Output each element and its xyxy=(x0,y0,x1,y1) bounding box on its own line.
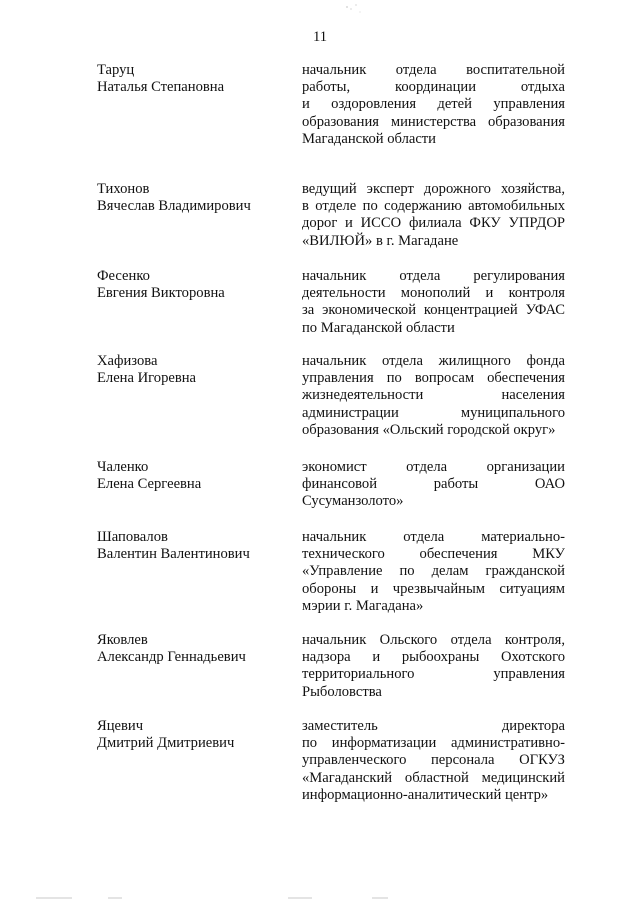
given-names: Дмитрий Дмитриевич xyxy=(97,735,235,752)
given-names: Наталья Степановна xyxy=(97,79,225,96)
surname: Чаленко xyxy=(97,459,149,475)
job-title-line: территориального управления xyxy=(302,666,565,683)
surname: Яковлев xyxy=(97,632,148,648)
job-title-line: надзора и рыбоохраны Охотского xyxy=(302,649,565,666)
job-title-line: и оздоровления детей управления xyxy=(302,96,565,113)
job-title-line: начальник Ольского отдела контроля, xyxy=(302,632,565,648)
given-names: Елена Сергеевна xyxy=(97,476,202,493)
job-title-line: работы, координации отдыха xyxy=(302,79,565,96)
job-title-line: мэрии г. Магадана» xyxy=(302,597,424,614)
job-title-line: Сусуманзолото» xyxy=(302,493,404,510)
surname: Хафизова xyxy=(97,353,158,369)
job-title-line: управления по вопросам обеспечения xyxy=(302,370,565,387)
surname: Шаповалов xyxy=(97,529,168,545)
job-title-line: «Магаданский областной медицинский xyxy=(302,769,565,786)
job-title-line: деятельности монополий и контроля xyxy=(302,285,565,302)
job-title-line: информационно-аналитический центр» xyxy=(302,786,549,803)
job-title-line: технического обеспечения МКУ xyxy=(302,546,565,563)
job-title-line: заместитель директора xyxy=(302,718,565,734)
job-title-line: начальник отдела жилищного фонда xyxy=(302,353,565,369)
page-number: 11 xyxy=(312,29,328,45)
job-title-line: «ВИЛЮЙ» в г. Магадане xyxy=(302,232,459,249)
job-title-line: дорог и ИССО филиала ФКУ УПРДОР xyxy=(302,215,565,232)
job-title-line: в отделе по содержанию автомобильных xyxy=(302,198,565,215)
job-title-line: финансовой работы ОАО xyxy=(302,476,565,493)
job-title-line: начальник отдела регулирования xyxy=(302,268,565,284)
surname: Яцевич xyxy=(97,718,144,734)
job-title-line: образования «Ольский городской округ» xyxy=(302,421,556,438)
given-names: Вячеслав Владимирович xyxy=(97,198,251,215)
given-names: Александр Геннадьевич xyxy=(97,649,246,666)
given-names: Евгения Викторовна xyxy=(97,285,225,302)
job-title-line: начальник отдела материально- xyxy=(302,529,565,545)
surname: Тихонов xyxy=(97,181,150,197)
job-title-line: Рыболовства xyxy=(302,683,382,700)
job-title-line: образования министерства образования xyxy=(302,113,565,130)
job-title-line: по Магаданской области xyxy=(302,319,455,336)
given-names: Елена Игоревна xyxy=(97,370,197,387)
given-names: Валентин Валентинович xyxy=(97,546,250,563)
job-title-line: «Управление по делам гражданской xyxy=(302,563,565,580)
surname: Фесенко xyxy=(97,268,150,284)
job-title-line: жизнедеятельности населения xyxy=(302,387,565,404)
job-title-line: за экономической концентрацией УФАС xyxy=(302,302,565,319)
job-title-line: начальник отдела воспитательной xyxy=(302,62,565,78)
job-title-line: администрации муниципального xyxy=(302,404,565,421)
job-title-line: управленческого персонала ОГКУЗ xyxy=(302,752,565,769)
job-title-line: экономист отдела организации xyxy=(302,459,565,475)
surname: Таруц xyxy=(97,62,135,78)
job-title-line: по информатизации административно- xyxy=(302,735,565,752)
job-title-line: ведущий эксперт дорожного хозяйства, xyxy=(302,181,565,197)
job-title-line: обороны и чрезвычайным ситуациям xyxy=(302,580,565,597)
job-title-line: Магаданской области xyxy=(302,130,436,147)
